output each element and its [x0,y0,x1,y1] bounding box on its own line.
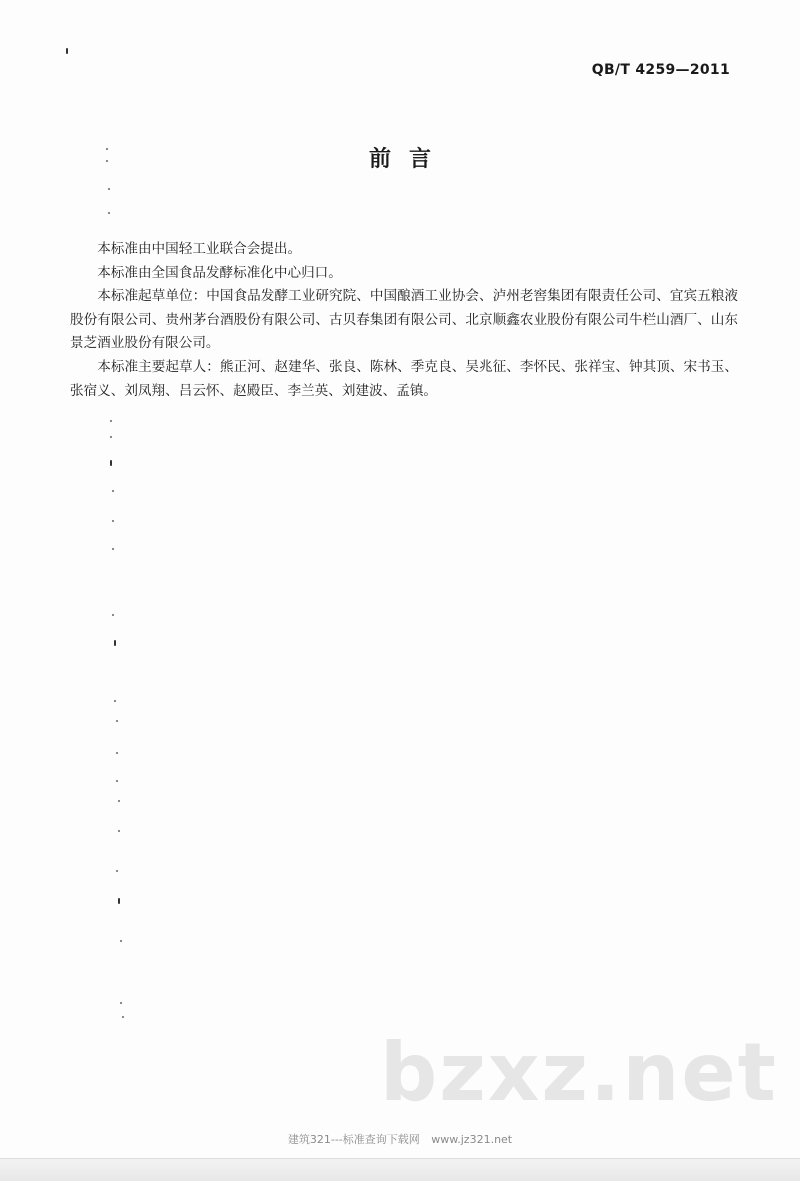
binding-mark [114,700,116,702]
footer-site-name: 建筑321---标准查询下载网 [287,1133,420,1146]
body-text [70,238,738,403]
binding-mark [118,830,120,832]
watermark: bzxz.net [380,1026,778,1119]
page-title: 前言 [368,147,449,172]
binding-mark [112,520,114,522]
binding-mark [110,436,112,438]
binding-mark [120,1002,122,1004]
binding-mark [118,898,120,904]
binding-mark [112,548,114,550]
binding-mark [110,420,112,422]
binding-mark [116,752,118,754]
binding-mark [122,1016,124,1018]
binding-mark [116,720,118,722]
paragraph-drafting-units: 本标准起草单位：中国食品发酵工业研究院、中国酿酒工业协会、泸州老窖集团有限责任公司、宜宾五粮液股份有限公司、贵州茅台酒股份有限公司、古贝春集团有限公司、北京顺鑫农业股份有限公司牛栏山酒厂、山东景芝酒业股份有限公司。 [70,288,738,352]
paragraph-drafters: 本标准主要起草人：熊正河、赵建华、张良、陈林、季克良、吴兆征、李怀民、张祥宝、钟其顶、宋书玉、张宿义、刘凤翔、吕云怀、赵殿臣、李兰英、刘建波、孟镇。 [70,358,738,399]
binding-mark [116,870,118,872]
standard-number: QB/T 4259—2011 [591,62,730,78]
binding-mark [116,780,118,782]
paragraph-centralized: 本标准由全国食品发酵标准化中心归口。 [97,264,342,281]
binding-mark [118,800,120,802]
binding-mark [66,48,68,54]
binding-mark [108,212,110,214]
binding-mark [112,614,114,616]
binding-mark [108,188,110,190]
paragraph-proposer: 本标准由中国轻工业联合会提出。 [97,241,302,257]
footer-site-url[interactable]: www.jz321.net [431,1133,513,1146]
binding-mark [114,640,116,646]
bottom-scan-band [0,1158,800,1181]
binding-mark [110,460,112,466]
binding-mark [112,490,114,492]
binding-mark [120,940,122,942]
footer [0,1131,800,1147]
binding-marks [0,0,140,1181]
